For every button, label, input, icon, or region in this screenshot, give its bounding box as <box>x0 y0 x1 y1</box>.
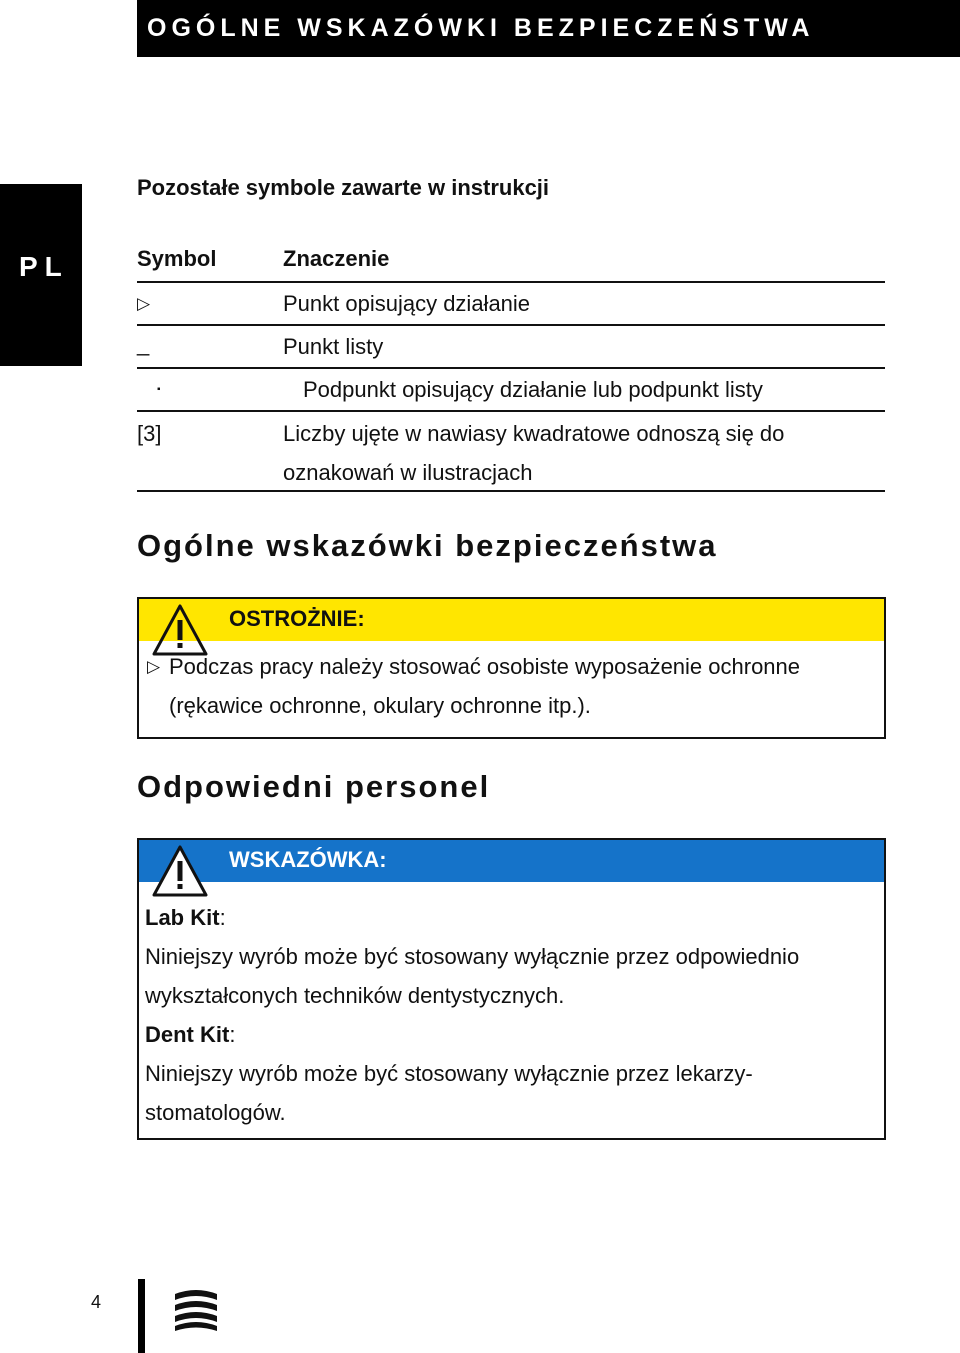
symbol-cell: ▪ <box>157 384 161 395</box>
page-header <box>137 0 960 57</box>
lab-kit-line: wykształconych techników dentystycznych. <box>145 983 565 1008</box>
warning-triangle-icon <box>151 844 209 898</box>
caution-notice <box>137 597 886 739</box>
dent-kit-label: Dent Kit <box>145 1022 230 1047</box>
symbol-cell: _ <box>137 331 150 356</box>
lab-kit-label: Lab Kit <box>145 905 220 930</box>
page-number: 4 <box>91 1292 102 1312</box>
caution-line: Podczas pracy należy stosować osobiste wyposażenie ochronne <box>169 654 801 679</box>
meaning-line: Liczby ujęte w nawiasy kwadratowe odnoszą się do <box>283 421 785 446</box>
brand-logo-icon <box>172 1288 220 1332</box>
dent-kit-line: Niniejszy wyrób może być stosowany wyłącznie przez lekarzy- <box>145 1061 753 1086</box>
footer-bar <box>138 1279 145 1353</box>
meaning-cell: Punkt listy <box>283 334 384 359</box>
action-point <box>147 647 874 725</box>
table-row <box>137 412 885 492</box>
lab-kit-heading: Lab Kit: <box>145 905 226 930</box>
action-bullet: ▷ <box>147 657 161 676</box>
safety-section-title: Ogólne wskazówki bezpieczeństwa <box>137 528 718 563</box>
hint-header <box>139 840 884 882</box>
dent-kit-line: stomatologów. <box>145 1100 286 1125</box>
meaning-line: oznakowań w ilustracjach <box>283 460 533 485</box>
column-header-meaning: Znaczenie <box>283 246 390 271</box>
symbol-cell: [3] <box>137 421 162 446</box>
caution-line: (rękawice ochronne, okulary ochronne itp.). <box>169 693 591 718</box>
table-row <box>137 369 885 412</box>
column-header-symbol: Symbol <box>137 246 217 271</box>
caution-header <box>139 599 884 641</box>
symbol-cell: ▷ <box>137 294 151 313</box>
hint-notice <box>137 838 886 1140</box>
caution-body <box>139 641 884 731</box>
table-header-row <box>137 240 885 283</box>
symbols-title: Pozostałe symbole zawarte w instrukcji <box>137 175 550 200</box>
meaning-cell: Podpunkt opisujący działanie lub podpunkt listy <box>303 377 763 402</box>
hint-label: WSKAZÓWKA: <box>229 847 387 872</box>
action-text <box>169 647 800 725</box>
warning-triangle-icon <box>151 603 209 657</box>
language-code: PL <box>19 251 69 282</box>
meaning-cell: Punkt opisujący działanie <box>283 291 531 316</box>
lab-kit-line: Niniejszy wyrób może być stosowany wyłącznie przez odpowiednio <box>145 944 800 969</box>
meaning-cell <box>283 414 885 490</box>
symbols-table <box>137 240 885 492</box>
language-tab <box>0 184 82 366</box>
hint-body <box>139 882 884 1140</box>
personnel-section-title: Odpowiedni personel <box>137 769 491 804</box>
dent-kit-heading: Dent Kit: <box>145 1022 236 1047</box>
header-title: OGÓLNE WSKAZÓWKI BEZPIECZEŃSTWA <box>147 14 815 42</box>
caution-label: OSTROŻNIE: <box>229 606 365 631</box>
table-row <box>137 283 885 326</box>
table-row <box>137 326 885 369</box>
